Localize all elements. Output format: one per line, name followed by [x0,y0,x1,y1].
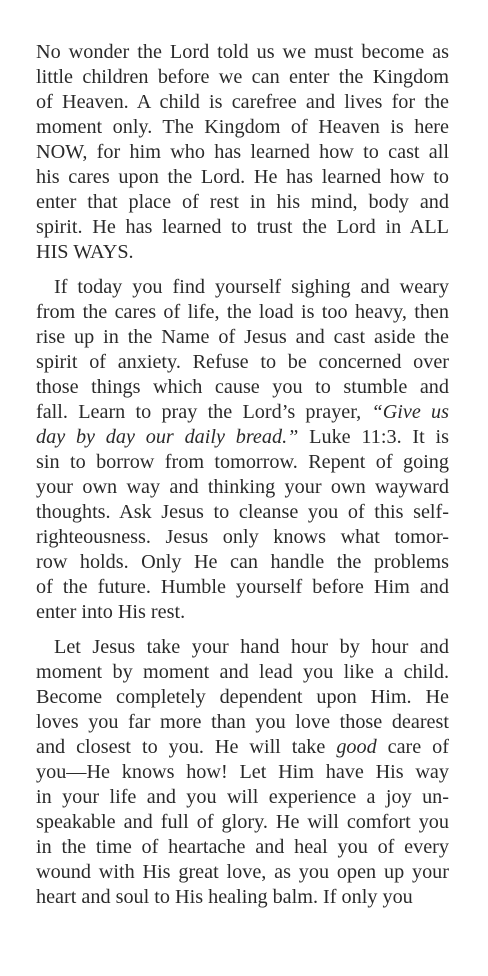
text-line [36,140,449,165]
text-line [36,450,449,475]
text-segment: enter into His rest. [36,601,186,623]
text-line [36,350,449,375]
text-segment: speakable and full of glory. He will comfort you [36,811,449,833]
text-line [36,215,449,240]
text-segment: rise up in the Name of Jesus and cast aside the [36,326,449,348]
text-line [36,115,449,140]
text-line [36,685,449,710]
text-line [36,710,449,735]
text-line [36,550,449,575]
page-text [36,40,449,920]
text-segment: Become completely dependent upon Him. He [36,686,449,708]
text-line [36,860,449,885]
text-segment: from the cares of life, the load is too heavy, then [36,301,449,323]
italic-text-segment: good [336,736,377,758]
text-segment: sin to borrow from tomorrow. Repent of going [36,451,449,473]
text-segment: heart and soul to His healing balm. If only you [36,886,413,908]
text-segment: enter that place of rest in his mind, body and [36,191,449,213]
text-segment: and closest to you. He will take [36,736,337,758]
text-line [36,660,449,685]
text-line [36,40,449,65]
text-segment: No wonder the Lord told us we must become as [36,41,449,63]
text-line [36,760,449,785]
text-segment: spirit. He has learned to trust the Lord in ALL [36,216,449,238]
text-segment: his cares upon the Lord. He has learned how to [36,166,449,188]
italic-text-segment: day by day our daily bread.” [36,426,299,448]
text-line [36,300,449,325]
text-segment: NOW, for him who has learned how to cast all [36,141,449,163]
text-line [36,375,449,400]
text-line [36,600,449,625]
text-line [36,425,449,450]
paragraph-3 [36,635,449,910]
text-line [36,735,449,760]
text-line [36,165,449,190]
italic-text-segment: “Give us [371,401,449,423]
text-line [36,475,449,500]
text-segment: Let Jesus take your hand hour by hour and [54,636,449,658]
text-line [36,810,449,835]
text-segment: fall. Learn to pray the Lord’s prayer, [36,401,372,423]
text-segment: wound with His great love, as you open up your [36,861,449,883]
text-line [36,575,449,600]
text-segment: righteousness. Jesus only knows what tomor- [36,526,449,548]
paragraph-2 [36,275,449,625]
text-segment: your own way and thinking your own wayward [36,476,449,498]
text-line [36,400,449,425]
text-segment: of Heaven. A child is carefree and lives for the [36,91,449,113]
text-line [36,885,449,910]
text-segment: you—He knows how! Let Him have His way [36,761,449,783]
text-segment: spirit of anxiety. Refuse to be concerned over [36,351,449,373]
text-line [36,635,449,660]
text-line [36,65,449,90]
text-line [36,785,449,810]
text-line [36,835,449,860]
text-segment: If today you find yourself sighing and weary [54,276,449,298]
text-line [36,275,449,300]
text-line [36,325,449,350]
text-segment: in your life and you will experience a joy un- [36,786,449,808]
text-segment: moment only. The Kingdom of Heaven is here [36,116,449,138]
text-segment: row holds. Only He can handle the problems [36,551,449,573]
text-segment: moment by moment and lead you like a child. [36,661,449,683]
text-line [36,500,449,525]
text-segment: of the future. Humble yourself before Him and [36,576,449,598]
text-line [36,190,449,215]
text-line [36,90,449,115]
text-line [36,525,449,550]
text-segment: little children before we can enter the Kingdom [36,66,449,88]
text-segment: care of [376,736,449,758]
paragraph-1 [36,40,449,265]
text-line [36,240,449,265]
text-segment: in the time of heartache and heal you of every [36,836,449,858]
text-segment: those things which cause you to stumble and [36,376,449,398]
text-segment: Luke 11:3. It is [298,426,449,448]
text-segment: thoughts. Ask Jesus to cleanse you of this self- [36,501,449,523]
text-segment: loves you far more than you love those dearest [36,711,449,733]
text-segment: HIS WAYS. [36,241,134,263]
